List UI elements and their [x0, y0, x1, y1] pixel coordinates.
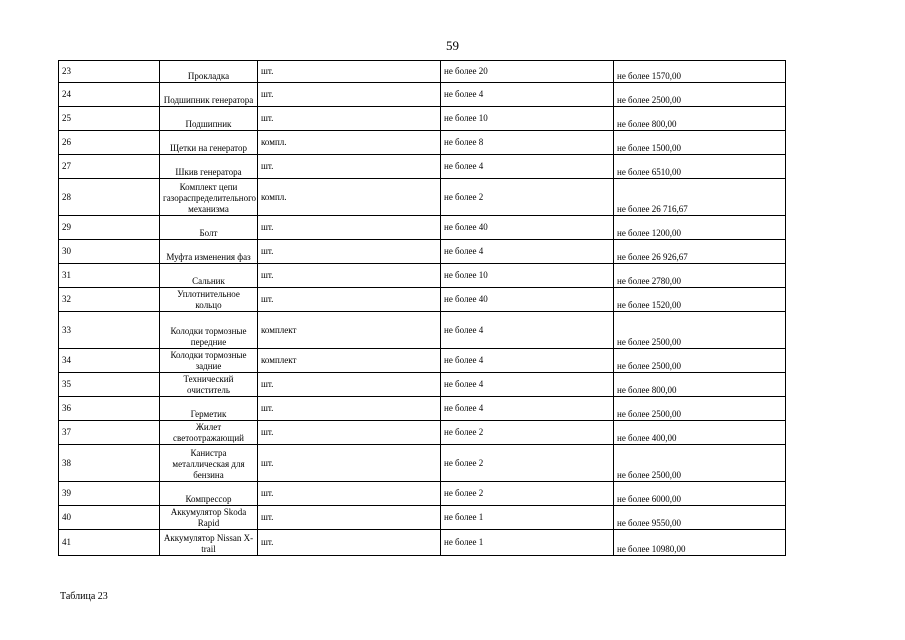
item-price: не более 10980,00	[614, 530, 786, 556]
item-name: Болт	[160, 216, 258, 240]
row-number: 34	[59, 349, 160, 373]
item-unit: шт.	[258, 421, 441, 445]
table-row	[59, 445, 786, 482]
table-row	[59, 373, 786, 397]
item-quantity: не более 2	[441, 421, 614, 445]
item-name: Колодки тормозные задние	[160, 349, 258, 373]
row-number: 35	[59, 373, 160, 397]
item-price: не более 1500,00	[614, 131, 786, 155]
row-number: 36	[59, 397, 160, 421]
item-quantity: не более 4	[441, 240, 614, 264]
item-unit: шт.	[258, 155, 441, 179]
item-unit: шт.	[258, 83, 441, 107]
item-price: не более 2500,00	[614, 312, 786, 349]
item-price: не более 2500,00	[614, 349, 786, 373]
table-row	[59, 131, 786, 155]
item-name: Канистра металлическая для бензина	[160, 445, 258, 482]
item-unit: комплект	[258, 312, 441, 349]
item-name: Шкив генератора	[160, 155, 258, 179]
row-number: 26	[59, 131, 160, 155]
row-number: 30	[59, 240, 160, 264]
item-unit: шт.	[258, 61, 441, 83]
row-number: 23	[59, 61, 160, 83]
item-quantity: не более 20	[441, 61, 614, 83]
item-unit: шт.	[258, 288, 441, 312]
row-number: 27	[59, 155, 160, 179]
item-quantity: не более 1	[441, 506, 614, 530]
item-unit: шт.	[258, 240, 441, 264]
table-row	[59, 349, 786, 373]
item-quantity: не более 10	[441, 264, 614, 288]
item-price: не более 2500,00	[614, 397, 786, 421]
item-unit: шт.	[258, 482, 441, 506]
table-row	[59, 83, 786, 107]
row-number: 25	[59, 107, 160, 131]
item-quantity: не более 2	[441, 179, 614, 216]
page-number: 59	[446, 38, 459, 53]
item-price: не более 6000,00	[614, 482, 786, 506]
item-quantity: не более 4	[441, 373, 614, 397]
item-price: не более 800,00	[614, 373, 786, 397]
item-quantity: не более 1	[441, 530, 614, 556]
item-price: не более 6510,00	[614, 155, 786, 179]
row-number: 38	[59, 445, 160, 482]
item-name: Технический очиститель	[160, 373, 258, 397]
item-price: не более 2500,00	[614, 445, 786, 482]
item-price: не более 1570,00	[614, 61, 786, 83]
item-name: Жилет светоотражающий	[160, 421, 258, 445]
table-row	[59, 264, 786, 288]
row-number: 37	[59, 421, 160, 445]
item-quantity: не более 10	[441, 107, 614, 131]
item-price: не более 2780,00	[614, 264, 786, 288]
item-price: не более 26 716,67	[614, 179, 786, 216]
table-row	[59, 179, 786, 216]
row-number: 33	[59, 312, 160, 349]
item-quantity: не более 4	[441, 349, 614, 373]
item-name: Герметик	[160, 397, 258, 421]
item-price: не более 2500,00	[614, 83, 786, 107]
item-unit: шт.	[258, 107, 441, 131]
item-unit: компл.	[258, 179, 441, 216]
item-quantity: не более 4	[441, 312, 614, 349]
table-row	[59, 61, 786, 83]
row-number: 40	[59, 506, 160, 530]
item-unit: шт.	[258, 397, 441, 421]
table-row	[59, 288, 786, 312]
table-row	[59, 530, 786, 556]
item-unit: шт.	[258, 264, 441, 288]
item-quantity: не более 4	[441, 397, 614, 421]
item-name: Комплект цепи газораспределительного механизма	[160, 179, 258, 216]
item-name: Аккумулятор Nissan X-trail	[160, 530, 258, 556]
item-quantity: не более 4	[441, 155, 614, 179]
table-row	[59, 421, 786, 445]
item-quantity: не более 2	[441, 445, 614, 482]
item-name: Щетки на генератор	[160, 131, 258, 155]
row-number: 39	[59, 482, 160, 506]
item-name: Уплотнительное кольцо	[160, 288, 258, 312]
table-row	[59, 155, 786, 179]
items-table	[58, 60, 786, 556]
item-quantity: не более 2	[441, 482, 614, 506]
item-unit: шт.	[258, 506, 441, 530]
item-price: не более 400,00	[614, 421, 786, 445]
item-name: Аккумулятор Skoda Rapid	[160, 506, 258, 530]
item-price: не более 1520,00	[614, 288, 786, 312]
table-row	[59, 506, 786, 530]
item-unit: шт.	[258, 216, 441, 240]
item-price: не более 800,00	[614, 107, 786, 131]
row-number: 31	[59, 264, 160, 288]
item-price: не более 9550,00	[614, 506, 786, 530]
item-unit: комплект	[258, 349, 441, 373]
item-name: Сальник	[160, 264, 258, 288]
table-row	[59, 482, 786, 506]
item-name: Компрессор	[160, 482, 258, 506]
item-price: не более 1200,00	[614, 216, 786, 240]
row-number: 41	[59, 530, 160, 556]
item-unit: компл.	[258, 131, 441, 155]
item-price: не более 26 926,67	[614, 240, 786, 264]
item-unit: шт.	[258, 445, 441, 482]
table-row	[59, 312, 786, 349]
item-unit: шт.	[258, 373, 441, 397]
item-name: Подшипник	[160, 107, 258, 131]
item-quantity: не более 8	[441, 131, 614, 155]
item-name: Подшипник генератора	[160, 83, 258, 107]
item-unit: шт.	[258, 530, 441, 556]
item-name: Колодки тормозные передние	[160, 312, 258, 349]
table-row	[59, 107, 786, 131]
item-quantity: не более 40	[441, 216, 614, 240]
item-name: Муфта изменения фаз	[160, 240, 258, 264]
item-name: Прокладка	[160, 61, 258, 83]
item-quantity: не более 40	[441, 288, 614, 312]
table-row	[59, 216, 786, 240]
table-row	[59, 240, 786, 264]
table-caption: Таблица 23	[60, 591, 108, 602]
row-number: 24	[59, 83, 160, 107]
row-number: 29	[59, 216, 160, 240]
table-row	[59, 397, 786, 421]
row-number: 28	[59, 179, 160, 216]
row-number: 32	[59, 288, 160, 312]
item-quantity: не более 4	[441, 83, 614, 107]
